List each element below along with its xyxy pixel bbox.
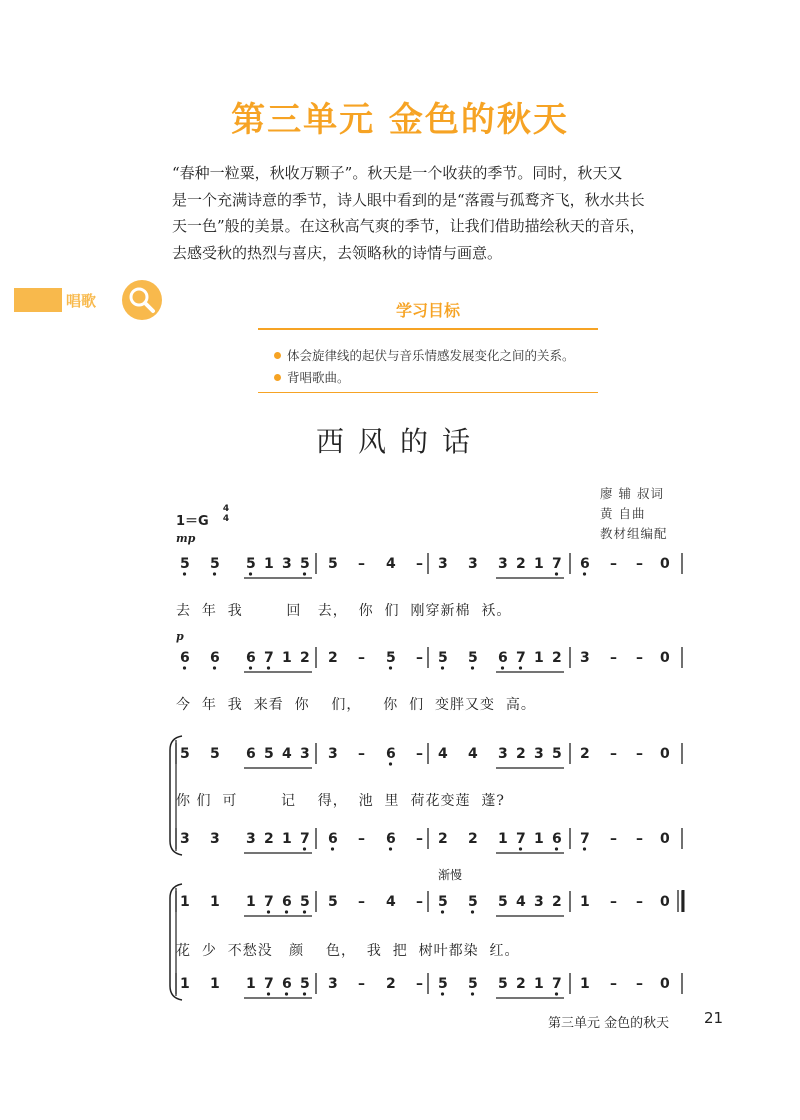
goal-text: 体会旋律线的起伏与音乐情感发展变化之间的关系。 (287, 348, 575, 363)
score-note: 7 (264, 894, 274, 910)
score-note: 5 (328, 894, 338, 910)
score-low-dot (389, 762, 392, 765)
score-note: 5 (438, 650, 448, 666)
lyrics-line: 花 少 不愁没 颜 色， 我 把 树叶都染 红。 (176, 943, 520, 959)
score-note: 2 (328, 650, 338, 666)
score-note: 4 (386, 556, 396, 572)
score-note: – (416, 976, 423, 992)
score-note: – (636, 831, 643, 847)
score-note: 1 (498, 831, 508, 847)
score-note: 5 (246, 556, 256, 572)
score-note: 1 (580, 894, 590, 910)
score-note: – (636, 746, 643, 762)
score-note: – (358, 831, 365, 847)
score-low-dot (249, 572, 252, 575)
score-note: 2 (300, 650, 310, 666)
score-low-dot (267, 666, 270, 669)
score-note: 6 (246, 746, 256, 762)
score-note: 5 (180, 746, 190, 762)
score-note: 6 (210, 650, 220, 666)
score-note: 3 (468, 556, 478, 572)
score-note: – (610, 831, 617, 847)
score-low-dot (303, 910, 306, 913)
score-note: 2 (516, 556, 526, 572)
credit-lyricist: 廖 辅 叔词 (600, 486, 664, 501)
score-low-dot (331, 847, 334, 850)
score-low-dot (389, 666, 392, 669)
score-note: – (636, 976, 643, 992)
song-title: 西风的话 (315, 425, 484, 458)
score-low-dot (555, 847, 558, 850)
goals-title: 学习目标 (395, 301, 460, 320)
score-low-dot (471, 992, 474, 995)
dynamic-mark: mp (176, 532, 196, 545)
score-low-dot (471, 910, 474, 913)
score-note: 3 (210, 831, 220, 847)
score-note: 3 (180, 831, 190, 847)
score-note: – (358, 976, 365, 992)
score-note: 2 (580, 746, 590, 762)
score-note: 6 (386, 746, 396, 762)
score-note: 3 (300, 746, 310, 762)
intro-line: 天一色”般的美景。在这秋高气爽的季节，让我们借助描绘秋天的音乐， (172, 217, 645, 235)
score-note: – (636, 894, 643, 910)
score-note: 2 (552, 650, 562, 666)
score-note: – (358, 650, 365, 666)
score-low-dot (285, 910, 288, 913)
score-note: 5 (468, 976, 478, 992)
score-note: – (610, 976, 617, 992)
score-note: 6 (498, 650, 508, 666)
score-low-dot (555, 992, 558, 995)
score-note: 6 (580, 556, 590, 572)
score-note: – (610, 556, 617, 572)
score-note: 7 (516, 650, 526, 666)
score-note: 1 (534, 650, 544, 666)
lyrics-line: 去 年 我 回 去， 你 们 刚穿新棉 袄。 (176, 603, 512, 619)
score-note: 0 (660, 650, 670, 666)
score-note: – (610, 894, 617, 910)
score-note: – (610, 650, 617, 666)
section-label: 唱歌 (66, 292, 97, 310)
score-note: 5 (438, 894, 448, 910)
tempo-mark: 渐慢 (438, 868, 463, 882)
score-note: – (358, 894, 365, 910)
score-note: 1 (534, 831, 544, 847)
score-note: 0 (660, 556, 670, 572)
score-low-dot (389, 847, 392, 850)
score-low-dot (471, 666, 474, 669)
score-note: 4 (386, 894, 396, 910)
intro-line: “春种一粒粟，秋收万颗子”。秋天是一个收获的季节。同时，秋天又 (172, 164, 623, 182)
score-note: 5 (328, 556, 338, 572)
score-note: 7 (516, 831, 526, 847)
score-low-dot (441, 910, 444, 913)
score-note: 1 (580, 976, 590, 992)
score-note: 6 (180, 650, 190, 666)
score-note: 1 (210, 894, 220, 910)
intro-line: 去感受秋的热烈与喜庆，去领略秋的诗情与画意。 (172, 243, 503, 262)
score-note: 3 (580, 650, 590, 666)
score-note: – (358, 746, 365, 762)
score-note: 6 (282, 976, 292, 992)
score-note: 3 (438, 556, 448, 572)
score-note: 4 (516, 894, 526, 910)
score-low-dot (303, 992, 306, 995)
score-note: 7 (300, 831, 310, 847)
score-note: 2 (516, 746, 526, 762)
score-note: 3 (246, 831, 256, 847)
goal-text: 背唱歌曲。 (287, 370, 350, 385)
score-note: 1 (210, 976, 220, 992)
key-signature: 1＝G (176, 514, 209, 529)
score-note: 5 (438, 976, 448, 992)
score-note: 5 (300, 556, 310, 572)
score-note: 3 (328, 746, 338, 762)
score-note: 0 (660, 831, 670, 847)
lyrics-line: 今 年 我 来看 你 们， 你 们 变胖又变 高。 (176, 697, 536, 713)
score-note: 7 (552, 976, 562, 992)
score-note: – (636, 650, 643, 666)
meter-bottom: 4 (222, 514, 230, 524)
score-note: 3 (534, 894, 544, 910)
score-low-dot (583, 572, 586, 575)
score-note: 7 (264, 650, 274, 666)
score-low-dot (303, 572, 306, 575)
score-low-dot (267, 992, 270, 995)
meter-top: 4 (222, 504, 230, 514)
score-low-dot (249, 666, 252, 669)
score-note: – (416, 650, 423, 666)
score-note: – (416, 556, 423, 572)
score-note: 3 (282, 556, 292, 572)
score-low-dot (183, 572, 186, 575)
score-low-dot (555, 572, 558, 575)
score-note: – (416, 831, 423, 847)
score-low-dot (303, 847, 306, 850)
score-low-dot (183, 666, 186, 669)
score-note: 1 (534, 556, 544, 572)
score-note: 7 (264, 976, 274, 992)
page-number: 21 (704, 1009, 724, 1027)
score-note: 6 (282, 894, 292, 910)
score-note: 5 (210, 556, 220, 572)
score-note: 0 (660, 746, 670, 762)
score-note: – (416, 746, 423, 762)
score-note: 3 (498, 746, 508, 762)
score-note: 7 (580, 831, 590, 847)
score-note: 6 (552, 831, 562, 847)
score-note: 3 (498, 556, 508, 572)
score-note: 1 (282, 831, 292, 847)
score-note: 5 (468, 650, 478, 666)
score-low-dot (583, 847, 586, 850)
score-note: 1 (180, 976, 190, 992)
score-note: 1 (180, 894, 190, 910)
score-low-dot (285, 992, 288, 995)
score-note: 5 (552, 746, 562, 762)
score-note: 5 (300, 976, 310, 992)
intro-line: 是一个充满诗意的季节，诗人眼中看到的是“落霞与孤鹜齐飞，秋水共长 (172, 190, 645, 209)
score-low-dot (441, 992, 444, 995)
score-note: – (358, 556, 365, 572)
score-note: 6 (246, 650, 256, 666)
unit-title: 第三单元 金色的秋天 (231, 100, 569, 140)
score-note: 5 (498, 976, 508, 992)
score-note: 1 (246, 976, 256, 992)
footer-unit-title: 第三单元 金色的秋天 (548, 1016, 670, 1031)
score-note: 0 (660, 976, 670, 992)
score-note: 5 (300, 894, 310, 910)
score-note: 5 (264, 746, 274, 762)
score-note: – (610, 746, 617, 762)
score-note: 4 (468, 746, 478, 762)
lyrics-line: 你 们 可 记 得， 池 里 荷花变莲 蓬? (176, 793, 505, 809)
score-note: 2 (438, 831, 448, 847)
score-note: 2 (516, 976, 526, 992)
score-low-dot (267, 910, 270, 913)
score-low-dot (441, 666, 444, 669)
score-note: 3 (328, 976, 338, 992)
score-low-dot (501, 666, 504, 669)
score-note: 4 (282, 746, 292, 762)
score-note: 7 (552, 556, 562, 572)
score-note: 5 (468, 894, 478, 910)
score-note: 6 (386, 831, 396, 847)
score-note: 3 (534, 746, 544, 762)
score-note: 5 (498, 894, 508, 910)
score-note: 1 (264, 556, 274, 572)
score-note: 1 (246, 894, 256, 910)
score-note: 2 (386, 976, 396, 992)
score-note: 5 (386, 650, 396, 666)
score-note: 2 (552, 894, 562, 910)
score-note: – (636, 556, 643, 572)
score-note: 6 (328, 831, 338, 847)
score-note: 2 (264, 831, 274, 847)
score-note: 5 (180, 556, 190, 572)
score-note: 0 (660, 894, 670, 910)
score-note: 1 (282, 650, 292, 666)
credit-composer: 黄 自曲 (600, 506, 646, 521)
score-note: 2 (468, 831, 478, 847)
score-note: 5 (210, 746, 220, 762)
score-low-dot (519, 847, 522, 850)
dynamic-mark: p (176, 630, 184, 643)
score-note: 1 (534, 976, 544, 992)
credit-arranger: 教材组编配 (600, 526, 668, 541)
score-low-dot (519, 666, 522, 669)
score-note: 4 (438, 746, 448, 762)
score-low-dot (213, 666, 216, 669)
score-note: – (416, 894, 423, 910)
score-low-dot (213, 572, 216, 575)
